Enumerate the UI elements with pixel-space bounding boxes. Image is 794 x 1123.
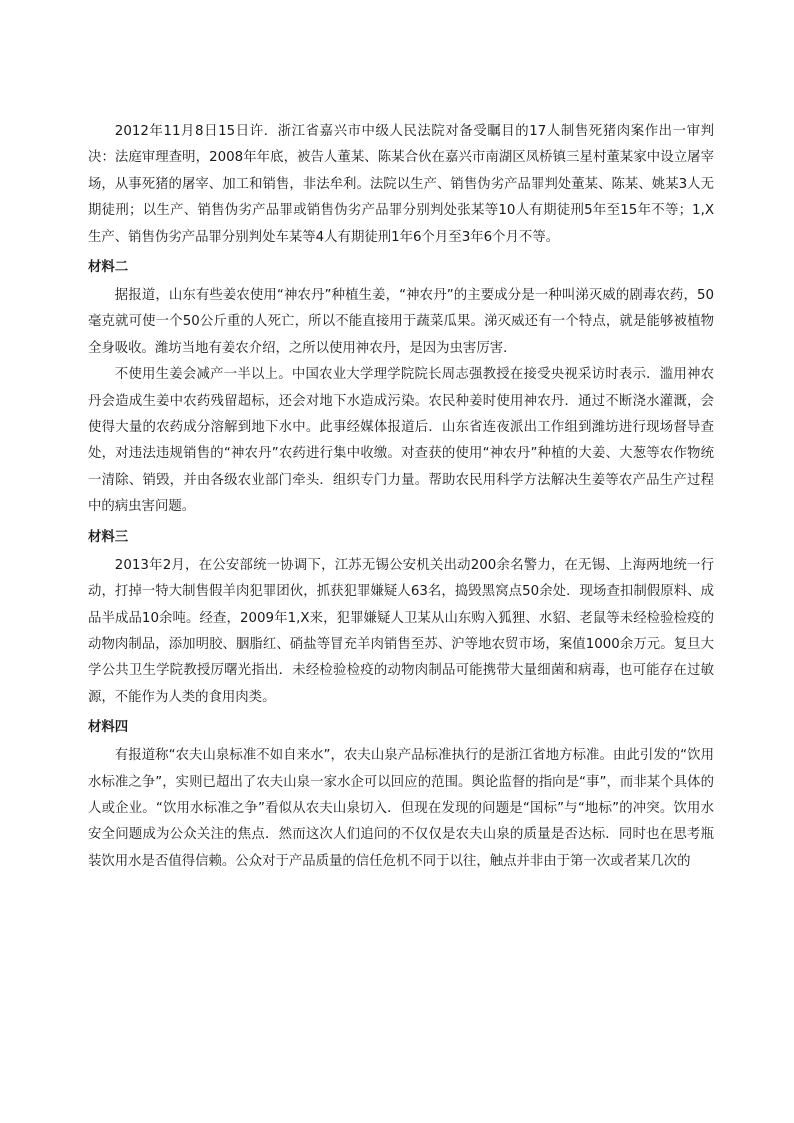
heading-material-3: 材料三 (88, 529, 129, 545)
paragraph-case-verdict: 2012年11月8日15日许．浙江省嘉兴市中级人民法院对备受瞩目的17人制售死猪肉案作出一审判决：法庭审理查明，2008年年底，被告人董某、陈某合伙在嘉兴市南湖区凤桥镇三星村董某家中设立屠宰场，从事死猪的屠宰、加工和销售，非法牟利。法院以生产、销售伪劣产品罪判处董某、陈某、姚某3人无期徒刑；以生产、销售伪劣产品罪或销售伪劣产品罪分别判处张某等10人有期徒刑5年至15年不等；1,X生产、销售伪劣产品罪分别判处车某等4人有期徒刑1年6个月至3年6个月不等。 (88, 124, 714, 245)
paragraph-water-standard: 有报道称“农夫山泉标准不如自来水”，农夫山泉产品标准执行的是浙江省地方标准。由此引发的“饮用水标准之争”，实则已超出了农夫山泉一家水企可以回应的范围。舆论监督的指向是“事”，而非某个具体的人或企业。“饮用水标准之争”看似从农夫山泉切入．但现在发现的问题是“国标”与“地标”的冲突。饮用水安全问题成为公众关注的焦点．然而这次人们追问的不仅仅是农夫山泉的质量是否达标．同时也在思考瓶装饮用水是否值得信赖。公众对于产品质量的信任危机不同于以往，触点并非由于第一次或者某几次的 (88, 748, 714, 869)
heading-material-4: 材料四 (88, 720, 129, 736)
heading-material-2: 材料二 (88, 260, 129, 276)
paragraph-shennongdan-response: 不使用生姜会减产一半以上。中国农业大学理学院院长周志强教授在接受央视采访时表示．滥用神农丹会造成生姜中农药残留超标，还会对地下水造成污染。农民种姜时使用神农丹．通过不断浇水灌溉，会使得大量的农药成分溶解到地下水中。此事经媒体报道后．山东省连夜派出工作组到潍坊进行现场督导查处，对违法违规销售的“神农丹”农药进行集中收缴。对查获的使用“神农丹”种植的大姜、大葱等农作物统一清除、销毁，并由各级农业部门牵头．组织专门力量。帮助农民用科学方法解决生姜等农产品生产过程中的病虫害问题。 (88, 367, 714, 515)
paragraph-shennongdan-report: 据报道，山东有些姜农使用“神农丹”种植生姜，“神农丹”的主要成分是一种叫涕灭威的剧毒农药，50毫克就可使一个50公斤重的人死亡，所以不能直接用于蔬菜瓜果。涕灭威还有一个特点，就是能够被植物全身吸收。潍坊当地有姜农介绍，之所以使用神农丹，是因为虫害厉害． (88, 288, 714, 356)
paragraph-fake-mutton-case: 2013年2月，在公安部统一协调下，江苏无锡公安机关出动200余名警力，在无锡、上海两地统一行动，打掉一特大制售假羊肉犯罪团伙，抓获犯罪嫌疑人63名，捣毁黑窝点50余处．现场查扣制假原料、成品半成品10余吨。经查，2009年1,X来，犯罪嫌疑人卫某从山东购入狐狸、水貂、老鼠等未经检验检疫的动物肉制品，添加明胶、胭脂红、硝盐等冒充羊肉销售至苏、沪等地农贸市场，案值1000余万元。复旦大学公共卫生学院教授厉曙光指出．未经检验检疫的动物肉制品可能携带大量细菌和病毒，也可能存在过敏源，不能作为人类的食用肉类。 (88, 557, 714, 705)
